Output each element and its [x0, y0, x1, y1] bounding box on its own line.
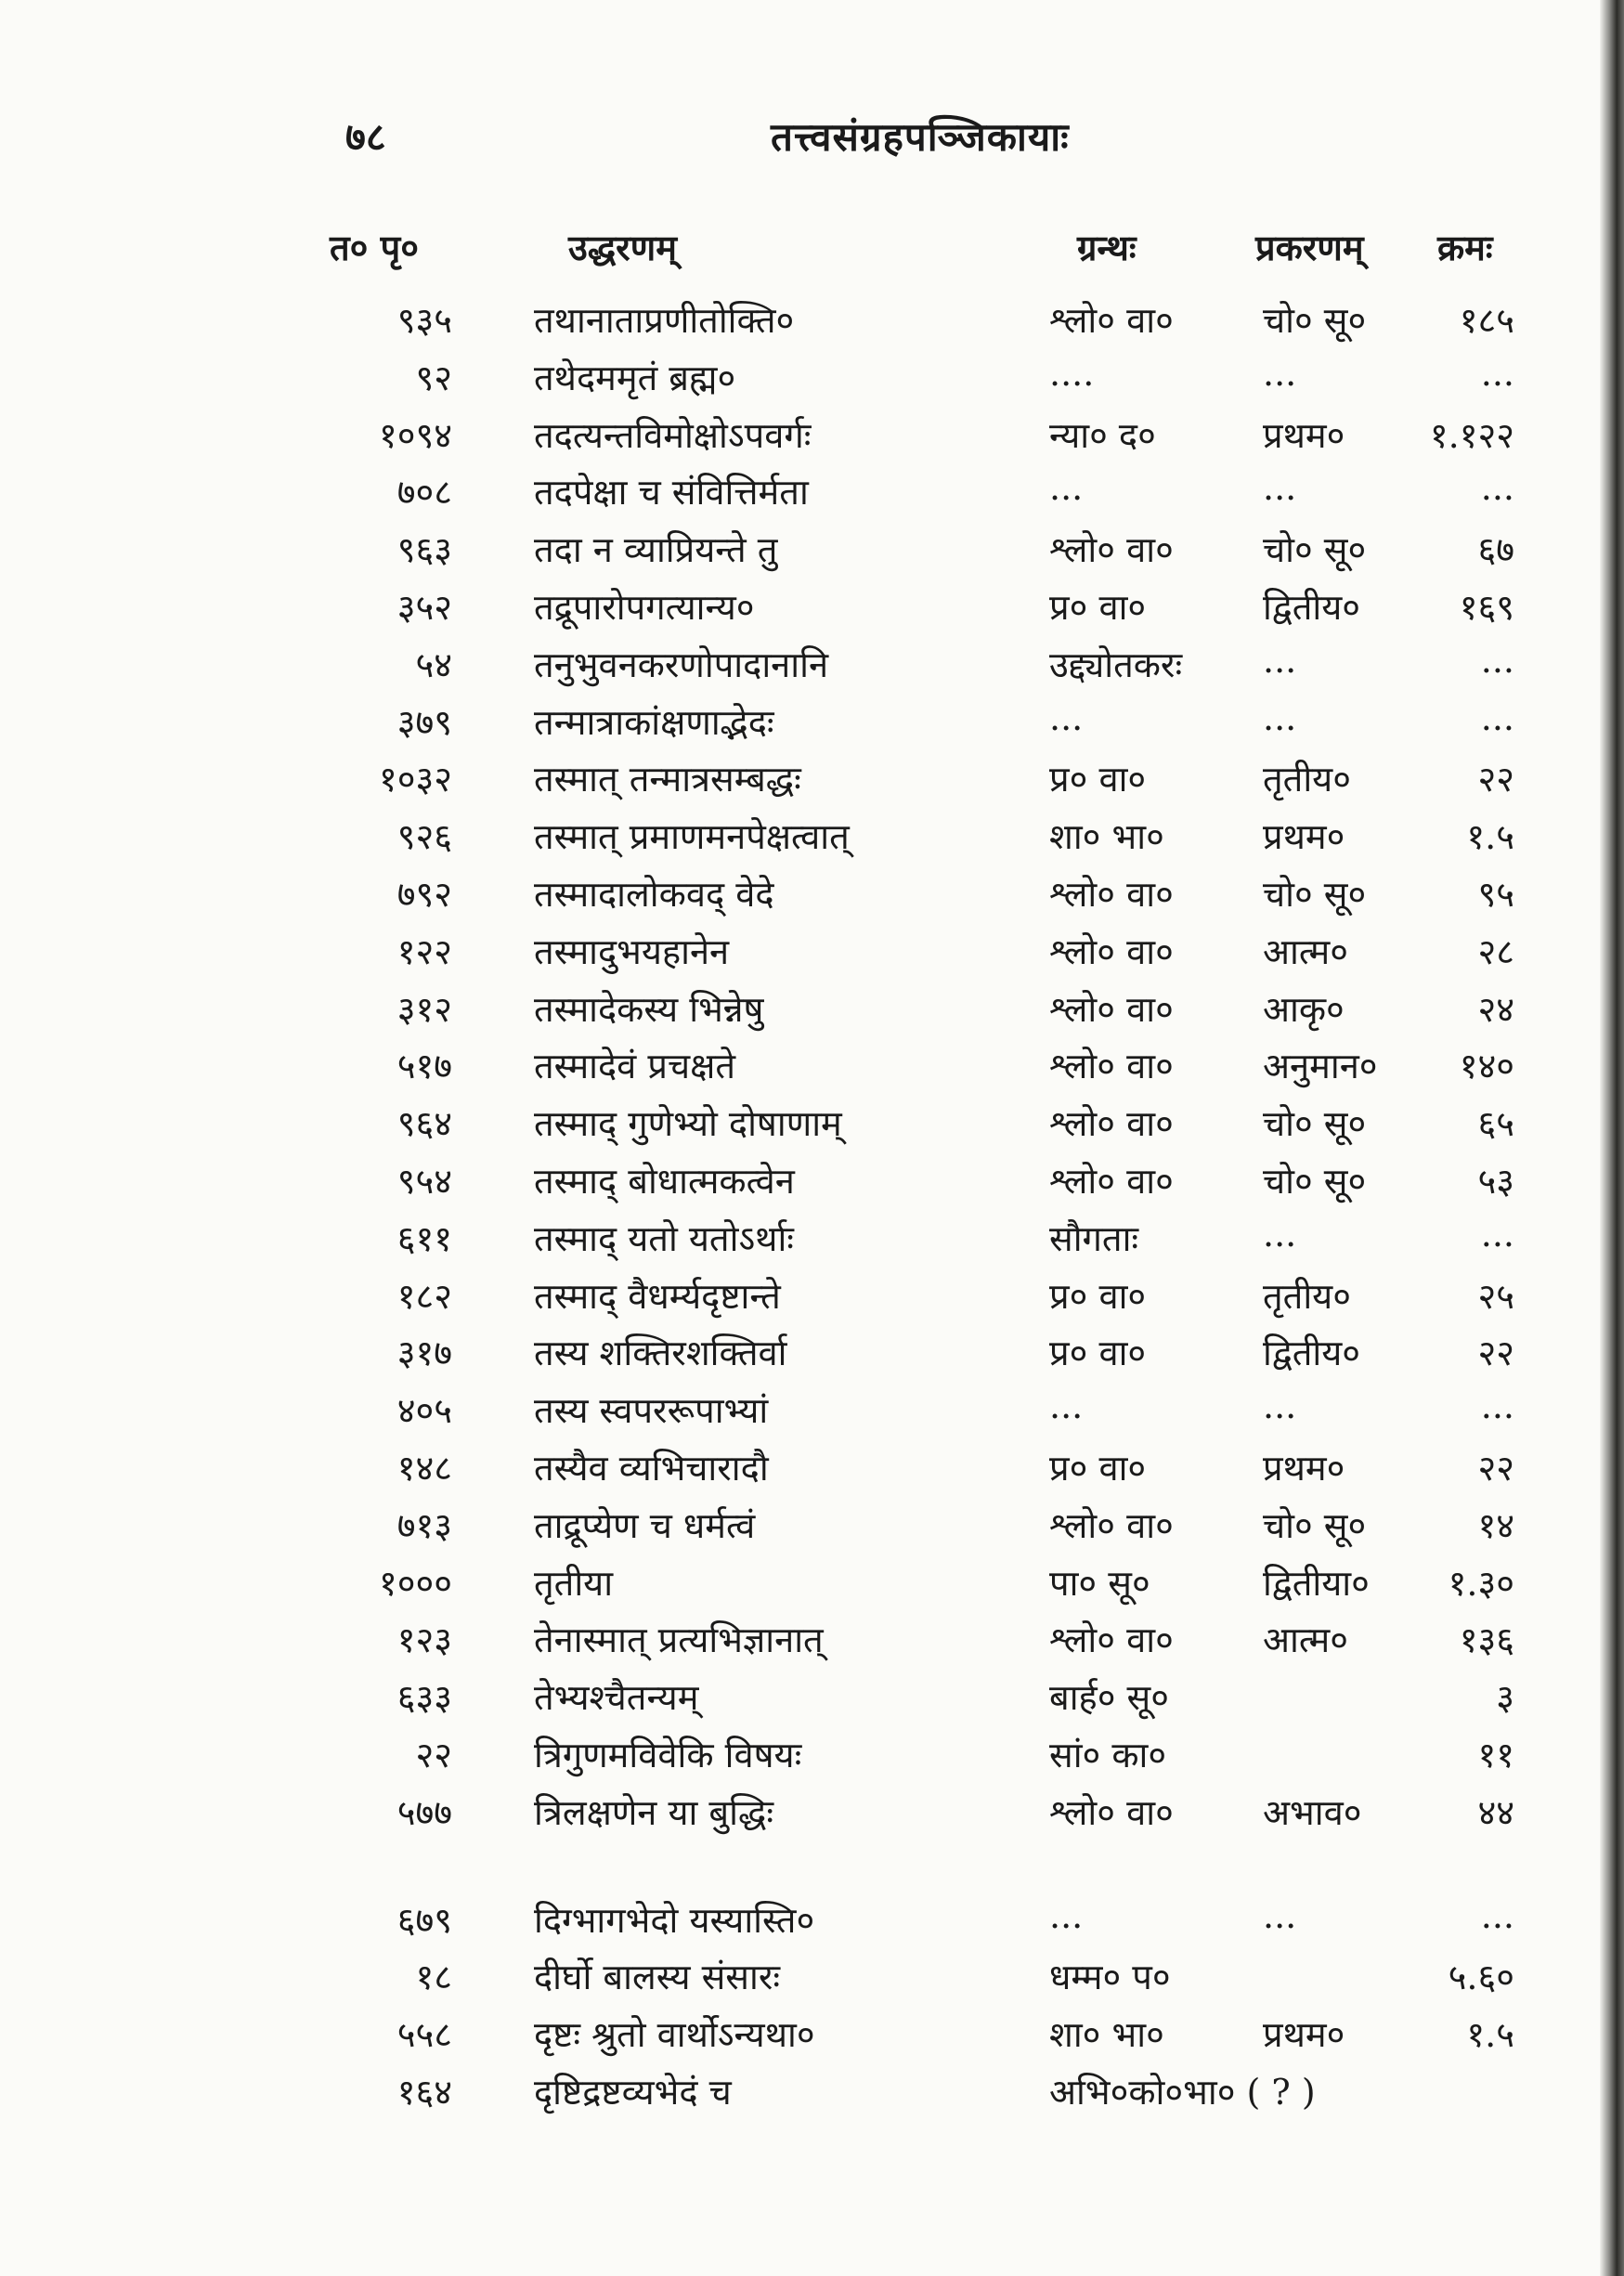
- cell-page: ९६४: [396, 1103, 452, 1145]
- cell-quote: तेनास्मात् प्रत्यभिज्ञानात्: [534, 1619, 824, 1661]
- cell-page: ३५२: [396, 586, 452, 628]
- cell-source: प्र० वा०: [1049, 759, 1147, 800]
- table-row: [0, 921, 1624, 979]
- cell-chapter: आत्म०: [1263, 930, 1348, 972]
- column-header-page: त० पृ०: [330, 227, 419, 268]
- cell-page: १०९४: [378, 414, 452, 456]
- cell-chapter: ...: [1263, 352, 1297, 394]
- cell-source: ...: [1049, 696, 1084, 738]
- cell-serial: ...: [1480, 1213, 1514, 1255]
- cell-quote: तथानाताप्रणीतोक्ति०: [534, 300, 795, 341]
- table-row: [0, 1782, 1624, 1840]
- cell-quote: तद्रूपारोपगत्यान्य०: [534, 586, 755, 628]
- cell-source: सां० का०: [1049, 1734, 1167, 1775]
- cell-chapter: प्रथम०: [1263, 816, 1345, 858]
- table-row: [0, 1724, 1624, 1782]
- cell-chapter: चो० सू०: [1263, 873, 1367, 915]
- cell-serial: २४: [1477, 988, 1514, 1030]
- cell-quote: तस्मात् तन्मात्रसम्बद्धः: [534, 759, 801, 800]
- cell-quote: त्रिलक्षणेन या बुद्धिः: [534, 1791, 774, 1833]
- table-row: [0, 979, 1624, 1036]
- cell-serial: १३६: [1459, 1619, 1514, 1661]
- cell-source: प्र० वा०: [1049, 1447, 1147, 1489]
- cell-chapter: प्रथम०: [1263, 2014, 1345, 2056]
- cell-quote: तस्माद् गुणेभ्यो दोषाणाम्: [534, 1103, 842, 1145]
- cell-page: १४८: [396, 1447, 452, 1489]
- cell-serial: ...: [1480, 639, 1514, 681]
- cell-quote: तथेदममृतं ब्रह्म०: [534, 357, 736, 398]
- cell-page: ३७९: [396, 701, 452, 743]
- cell-page: ६११: [396, 1217, 452, 1259]
- cell-serial: १६९: [1459, 586, 1514, 628]
- page-header: [0, 110, 1624, 165]
- cell-chapter: चो० सू०: [1263, 1103, 1367, 1145]
- cell-quote: त्रिगुणमविवेकि विषयः: [534, 1734, 802, 1775]
- cell-serial: १४०: [1459, 1046, 1514, 1087]
- cell-quote: तस्माद् यतो यतोऽर्थाः: [534, 1217, 794, 1259]
- cell-serial: ९५: [1477, 873, 1514, 915]
- cell-page: ५७७: [396, 1791, 452, 1833]
- cell-serial: १८५: [1459, 300, 1514, 341]
- cell-chapter: चो० सू०: [1263, 300, 1367, 341]
- cell-page: ७९२: [396, 873, 452, 915]
- cell-quote: दृष्टः श्रुतो वार्थोऽन्यथा०: [534, 2014, 815, 2056]
- cell-serial: ...: [1480, 467, 1514, 509]
- cell-quote: तेभ्यश्चैतन्यम्: [534, 1677, 699, 1719]
- cell-serial: २२: [1477, 1333, 1514, 1374]
- cell-source: शा० भा०: [1049, 816, 1164, 858]
- cell-chapter: चो० सू०: [1263, 1160, 1367, 1202]
- cell-quote: तृतीया: [534, 1562, 614, 1604]
- table-row: [0, 290, 1624, 347]
- cell-chapter: आत्म०: [1263, 1619, 1348, 1661]
- cell-page: ६३३: [396, 1677, 452, 1719]
- cell-page: ७०८: [396, 472, 452, 514]
- cell-source: धम्म० प०: [1049, 1957, 1171, 1998]
- column-header-source: ग्रन्थः: [1077, 227, 1137, 268]
- cell-serial: ५.६०: [1448, 1957, 1514, 1998]
- cell-source: प्र० वा०: [1049, 1275, 1147, 1317]
- cell-page: १८: [415, 1957, 452, 1998]
- cell-serial: ४४: [1477, 1791, 1514, 1833]
- cell-page: ९६३: [396, 529, 452, 571]
- column-header-quote: उद्धरणम्: [568, 227, 677, 268]
- column-headers: [0, 223, 1624, 279]
- table-row: [0, 462, 1624, 519]
- cell-chapter: द्वितीया०: [1263, 1562, 1370, 1604]
- cell-page: ७१३: [396, 1504, 452, 1546]
- cell-chapter: तृतीय०: [1263, 1275, 1351, 1317]
- cell-page: ३१२: [396, 988, 452, 1030]
- cell-serial: ...: [1480, 1385, 1514, 1427]
- cell-source: श्लो० वा०: [1049, 873, 1174, 915]
- cell-serial: ...: [1480, 696, 1514, 738]
- cell-source: श्लो० वा०: [1049, 1619, 1174, 1661]
- cell-chapter: अनुमान०: [1263, 1046, 1378, 1087]
- cell-page: ६७९: [396, 1899, 452, 1941]
- cell-source: सौगताः: [1049, 1217, 1139, 1259]
- cell-serial: १.५: [1466, 2014, 1514, 2056]
- cell-page: ५५८: [396, 2014, 452, 2056]
- table-row: [0, 347, 1624, 405]
- cell-quote: तदा न व्याप्रियन्ते तु: [534, 529, 778, 571]
- cell-source: शा० भा०: [1049, 2014, 1164, 2056]
- section-gap: [0, 1840, 1624, 1890]
- table-row: [0, 1946, 1624, 2004]
- cell-page: ३१७: [396, 1333, 452, 1374]
- cell-chapter: चो० सू०: [1263, 529, 1367, 571]
- cell-chapter: तृतीय०: [1263, 759, 1351, 800]
- cell-quote: तस्मादेवं प्रचक्षते: [534, 1046, 736, 1087]
- cell-quote: ताद्रूप्येण च धर्मत्वं: [534, 1504, 756, 1546]
- cell-source: श्लो० वा०: [1049, 529, 1174, 571]
- cell-page: १८२: [396, 1275, 452, 1317]
- table-row: [0, 2004, 1624, 2061]
- cell-source: श्लो० वा०: [1049, 1160, 1174, 1202]
- table-row: [0, 577, 1624, 634]
- table-row: [0, 1266, 1624, 1323]
- cell-chapter: ...: [1263, 696, 1297, 738]
- cell-chapter: ...: [1263, 1213, 1297, 1255]
- cell-quote: दीर्घो बालस्य संसारः: [534, 1957, 781, 1998]
- cell-page: ९२६: [396, 816, 452, 858]
- table-row: [0, 1553, 1624, 1610]
- cell-chapter: प्रथम०: [1263, 414, 1345, 456]
- table-row: [0, 748, 1624, 806]
- cell-source: बार्ह० सू०: [1049, 1677, 1170, 1719]
- cell-source: ...: [1049, 467, 1084, 509]
- cell-chapter: द्वितीय०: [1263, 586, 1360, 628]
- cell-serial: २२: [1477, 1447, 1514, 1489]
- cell-page: ४०५: [396, 1390, 452, 1432]
- cell-serial: ...: [1480, 352, 1514, 394]
- cell-serial: ५३: [1477, 1160, 1514, 1202]
- table-row: [0, 1609, 1624, 1667]
- table-row: [0, 1495, 1624, 1553]
- cell-serial: २२: [1477, 759, 1514, 800]
- cell-chapter: चो० सू०: [1263, 1504, 1367, 1546]
- table-row: [0, 1208, 1624, 1266]
- cell-serial: १.१२२: [1429, 414, 1514, 456]
- cell-serial: ६५: [1477, 1103, 1514, 1145]
- cell-page: ९२: [415, 357, 452, 398]
- cell-quote: तस्मादालोकवद् वेदे: [534, 873, 774, 915]
- cell-serial: ११: [1477, 1734, 1514, 1775]
- cell-source: न्या० द०: [1049, 414, 1156, 456]
- cell-source: ...: [1049, 1894, 1084, 1936]
- cell-serial: ६७: [1477, 529, 1514, 571]
- cell-source: ....: [1049, 352, 1095, 394]
- cell-chapter: अभाव०: [1263, 1791, 1362, 1833]
- cell-page: १२२: [396, 930, 452, 972]
- table-row: [0, 1437, 1624, 1495]
- cell-source: श्लो० वा०: [1049, 930, 1174, 972]
- cell-quote: तस्माद् बोधात्मकत्वेन: [534, 1160, 795, 1202]
- cell-serial: २५: [1477, 1275, 1514, 1317]
- table-row: [0, 519, 1624, 577]
- cell-source: श्लो० वा०: [1049, 1791, 1174, 1833]
- cell-quote: तदत्यन्तविमोक्षोऽपवर्गः: [534, 414, 812, 456]
- cell-quote: तदपेक्षा च संवित्तिर्मता: [534, 472, 809, 514]
- cell-chapter: ...: [1263, 467, 1297, 509]
- table-row: [0, 405, 1624, 462]
- cell-serial: १.३०: [1448, 1562, 1514, 1604]
- column-header-chapter: प्रकरणम्: [1255, 227, 1364, 268]
- table-row: [0, 692, 1624, 749]
- cell-serial: १.५: [1466, 816, 1514, 858]
- cell-page: १६४: [396, 2071, 452, 2113]
- cell-source: उद्द्योतकरः: [1049, 644, 1183, 685]
- cell-source: अभि०को०भा० ( ? ): [1049, 2071, 1316, 2113]
- cell-quote: तस्माद् वैधर्म्यदृष्टान्ते: [534, 1275, 781, 1317]
- cell-source: श्लो० वा०: [1049, 1103, 1174, 1145]
- cell-page: ९५४: [396, 1160, 452, 1202]
- cell-page: ९३५: [396, 300, 452, 341]
- cell-quote: तनुभुवनकरणोपादानानि: [534, 644, 829, 685]
- table-row: [0, 1151, 1624, 1208]
- cell-chapter: ...: [1263, 1894, 1297, 1936]
- cell-quote: तस्मात् प्रमाणमनपेक्षत्वात्: [534, 816, 850, 858]
- cell-serial: ...: [1480, 1894, 1514, 1936]
- cell-source: प्र० वा०: [1049, 1333, 1147, 1374]
- cell-serial: १४: [1477, 1504, 1514, 1546]
- cell-source: प्र० वा०: [1049, 586, 1147, 628]
- cell-quote: तस्य स्वपररूपाभ्यां: [534, 1390, 769, 1432]
- cell-quote: तस्य शक्तिरशक्तिर्वा: [534, 1333, 787, 1374]
- index-table: [0, 290, 1624, 2119]
- cell-page: ५४: [415, 644, 452, 685]
- cell-quote: दिग्भागभेदो यस्यास्ति०: [534, 1899, 815, 1941]
- table-row: [0, 1380, 1624, 1437]
- cell-source: पा० सू०: [1049, 1562, 1150, 1604]
- table-row: [0, 864, 1624, 921]
- cell-serial: ३: [1496, 1677, 1514, 1719]
- table-row: [0, 806, 1624, 864]
- cell-page: १०३२: [378, 759, 452, 800]
- page-number: ७८: [345, 114, 386, 160]
- cell-quote: दृष्टिद्रष्टव्यभेदं च: [534, 2071, 732, 2113]
- table-row: [0, 1322, 1624, 1380]
- cell-chapter: आकृ०: [1263, 988, 1345, 1030]
- cell-chapter: ...: [1263, 1385, 1297, 1427]
- book-title: तत्त्वसंग्रहपञ्जिकायाः: [771, 114, 1070, 160]
- table-row: [0, 634, 1624, 692]
- cell-source: श्लो० वा०: [1049, 988, 1174, 1030]
- cell-quote: तस्मादुभयहानेन: [534, 930, 730, 972]
- table-row: [0, 1093, 1624, 1151]
- cell-source: श्लो० वा०: [1049, 1046, 1174, 1087]
- cell-source: श्लो० वा०: [1049, 1504, 1174, 1546]
- cell-source: श्लो० वा०: [1049, 300, 1174, 341]
- cell-page: १०००: [378, 1562, 452, 1604]
- table-row: [0, 1035, 1624, 1093]
- cell-chapter: ...: [1263, 639, 1297, 681]
- column-header-serial: क्रमः: [1437, 227, 1493, 268]
- cell-page: २२: [415, 1734, 452, 1775]
- table-row: [0, 2061, 1624, 2119]
- cell-serial: २८: [1477, 930, 1514, 972]
- cell-chapter: द्वितीय०: [1263, 1333, 1360, 1374]
- cell-source: ...: [1049, 1385, 1084, 1427]
- table-row: [0, 1890, 1624, 1947]
- cell-quote: तन्मात्राकांक्षणाद्भेदः: [534, 701, 774, 743]
- page-edge: [1600, 0, 1624, 2276]
- cell-quote: तस्मादेकस्य भिन्नेषु: [534, 988, 764, 1030]
- cell-page: १२३: [396, 1619, 452, 1661]
- cell-page: ५१७: [396, 1046, 452, 1087]
- table-row: [0, 1667, 1624, 1724]
- cell-chapter: प्रथम०: [1263, 1447, 1345, 1489]
- cell-quote: तस्यैव व्यभिचारादौ: [534, 1447, 769, 1489]
